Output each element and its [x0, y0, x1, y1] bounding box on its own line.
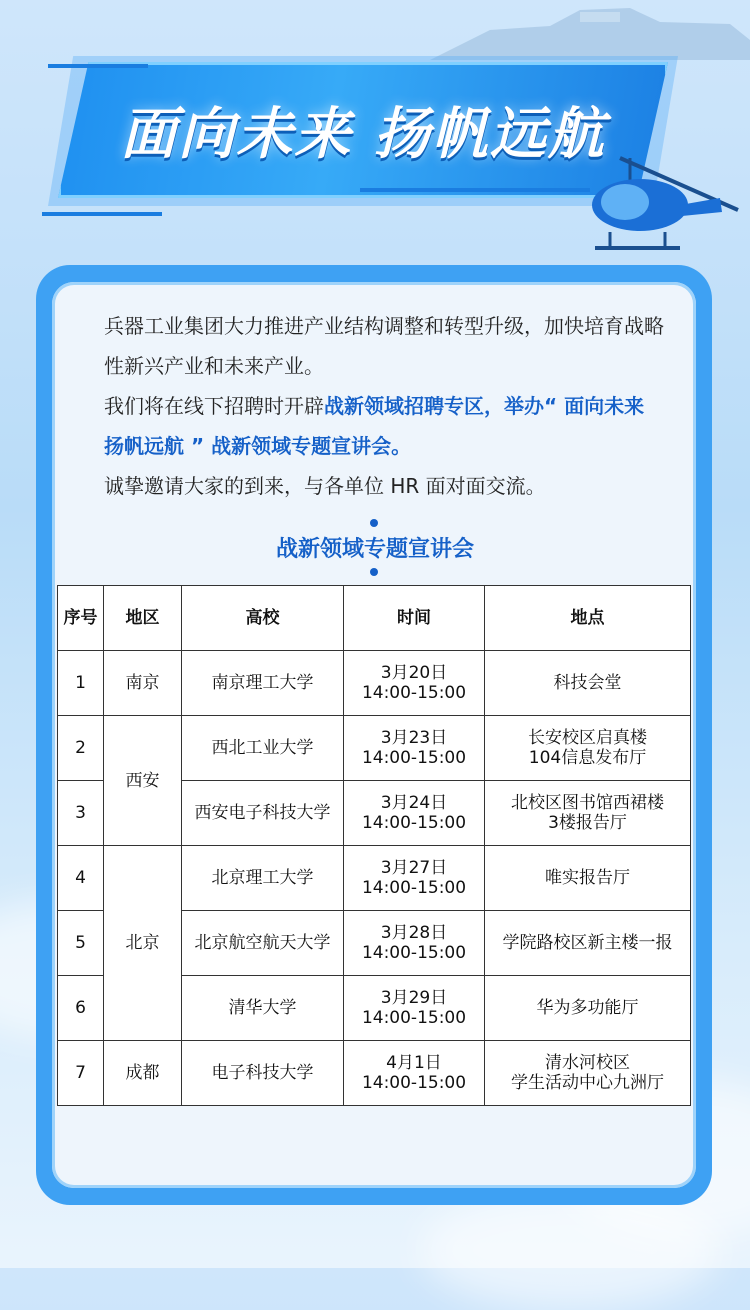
banner-title: 面向未来 扬帆远航: [120, 102, 606, 167]
header-time: 时间: [344, 586, 485, 651]
cell-school: 电子科技大学: [182, 1041, 344, 1106]
cell-place-line1: 清水河校区: [545, 1053, 630, 1073]
cell-hours: 14:00-15:00: [361, 943, 467, 963]
cell-hours: 14:00-15:00: [361, 878, 467, 898]
cell-hours: 14:00-15:00: [361, 748, 467, 768]
cell-no: 6: [58, 976, 104, 1041]
schedule-table: [57, 585, 691, 1106]
cell-school: 南京理工大学: [182, 651, 344, 716]
cell-time: [344, 1041, 485, 1106]
cell-place-line1: 科技会堂: [553, 673, 622, 693]
cell-date: 3月23日: [380, 728, 448, 748]
header-region: 地区: [104, 586, 182, 651]
cell-hours: 14:00-15:00: [361, 1008, 467, 1028]
cell-region: 北京: [104, 846, 182, 1041]
cell-place: [485, 651, 691, 716]
cell-time: [344, 976, 485, 1041]
intro-paragraph-2-text: 我们将在线下招聘时开辟: [104, 394, 324, 418]
cell-no: 7: [58, 1041, 104, 1106]
table-row: [58, 846, 691, 911]
cell-place: [485, 716, 691, 781]
intro-paragraph-3: 诚挚邀请大家的到来，与各单位 HR 面对面交流。: [104, 474, 546, 498]
title-dot-top: [370, 519, 378, 527]
cell-no: 4: [58, 846, 104, 911]
cell-place-line2: 学生活动中心九洲厅: [511, 1073, 664, 1093]
cell-region: 成都: [104, 1041, 182, 1106]
cell-date: 3月24日: [380, 793, 448, 813]
cell-no: 2: [58, 716, 104, 781]
cell-place-line1: 唯实报告厅: [545, 868, 630, 888]
cell-date: 3月20日: [380, 663, 448, 683]
cell-place-line2: 104信息发布厅: [528, 748, 647, 768]
cell-time: [344, 846, 485, 911]
cell-time: [344, 781, 485, 846]
cell-no: 3: [58, 781, 104, 846]
cell-hours: 14:00-15:00: [361, 1073, 467, 1093]
cell-time: [344, 651, 485, 716]
cell-no: 1: [58, 651, 104, 716]
cell-time: [344, 716, 485, 781]
intro-highlight: 战新领域招聘专区，举办“ 面向未来 扬帆远航 ” 战新领域专题宣讲会。: [104, 394, 645, 458]
cell-school: 清华大学: [182, 976, 344, 1041]
cell-place-line1: 长安校区启真楼: [528, 728, 647, 748]
cell-date: 3月27日: [380, 858, 448, 878]
cell-region: 西安: [104, 716, 182, 846]
background-cloud: [420, 1190, 720, 1310]
cell-time: [344, 911, 485, 976]
intro-paragraph-1: 兵器工业集团大力推进产业结构调整和转型升级，加快培育战略性新兴产业和未来产业。: [104, 314, 664, 378]
banner-deco-line: [48, 64, 148, 68]
title-dot-bottom: [370, 568, 378, 576]
cell-school: 北京航空航天大学: [182, 911, 344, 976]
cell-date: 4月1日: [386, 1053, 442, 1073]
header-school: 高校: [182, 586, 344, 651]
cell-place: [485, 1041, 691, 1106]
cell-hours: 14:00-15:00: [361, 683, 467, 703]
banner-deco-line: [42, 212, 162, 216]
cell-school: 西安电子科技大学: [182, 781, 344, 846]
section-title: 战新领域专题宣讲会: [275, 537, 474, 562]
cell-place-line1: 北校区图书馆西裙楼: [511, 793, 664, 813]
header-no: 序号: [58, 586, 104, 651]
intro-paragraph-2: [104, 386, 664, 466]
intro-text: [104, 306, 664, 506]
cell-school: 西北工业大学: [182, 716, 344, 781]
cell-no: 5: [58, 911, 104, 976]
cell-place: [485, 976, 691, 1041]
table-row: [58, 651, 691, 716]
cell-date: 3月29日: [380, 988, 448, 1008]
table-row: [58, 1041, 691, 1106]
cell-school: 北京理工大学: [182, 846, 344, 911]
cell-place-line2: 3楼报告厅: [548, 813, 627, 833]
table-row: [58, 716, 691, 781]
cell-place: [485, 846, 691, 911]
cell-date: 3月28日: [380, 923, 448, 943]
helicopter-icon: [570, 150, 740, 260]
cell-place: [485, 781, 691, 846]
table-header-row: [58, 586, 691, 651]
header-place: 地点: [485, 586, 691, 651]
cell-region: 南京: [104, 651, 182, 716]
cell-hours: 14:00-15:00: [361, 813, 467, 833]
cell-place-line1: 华为多功能厅: [536, 998, 639, 1018]
banner-deco-line: [360, 188, 590, 192]
cell-place: [485, 911, 691, 976]
cell-place-line1: 学院路校区新主楼一报: [502, 933, 673, 953]
